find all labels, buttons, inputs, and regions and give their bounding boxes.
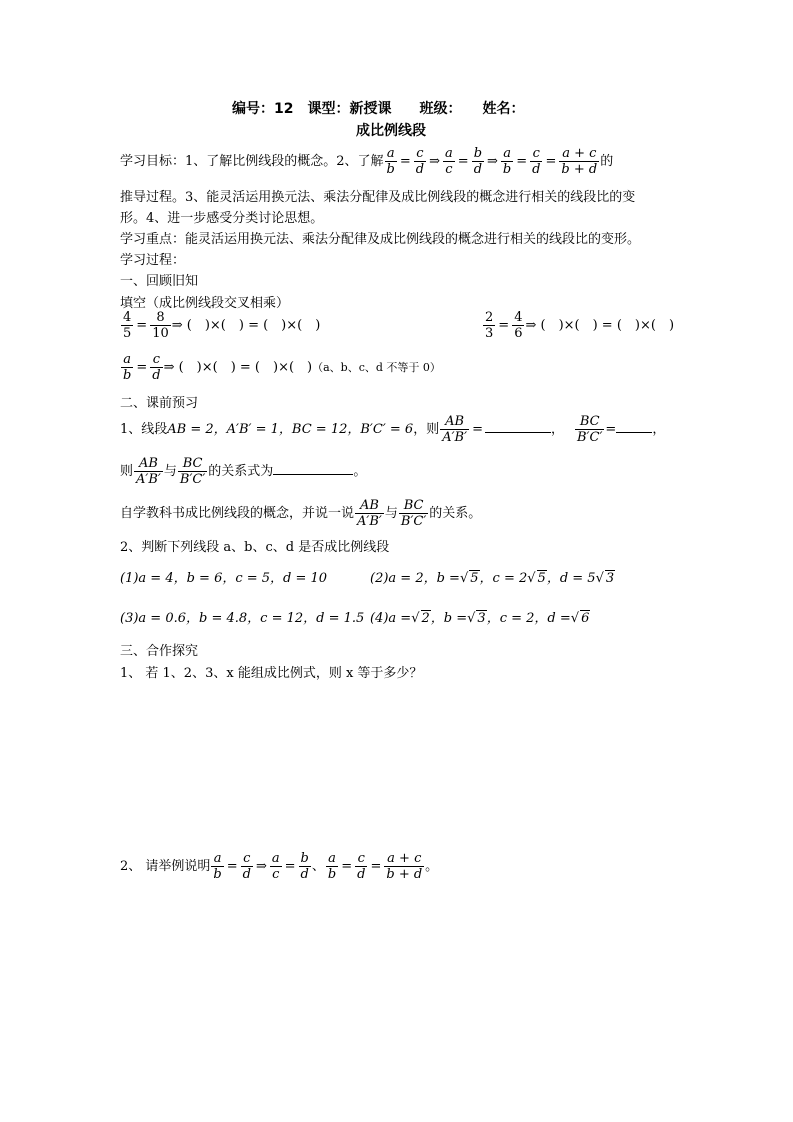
objectives-line-3: 形。4、进一步感受分类讨论思想。: [120, 211, 324, 226]
key-point: 学习重点：能灵活运用换元法、乘法分配律及成比例线段的概念进行相关的线段比的变形。: [120, 232, 641, 247]
answer-blank-2[interactable]: [616, 421, 652, 433]
explore-q1: 1、 若 1、2、3、x 能组成比例式，则 x 等于多少？: [120, 666, 423, 681]
fraction: $\frac{a}{b}$: [386, 146, 395, 177]
answer-blank-1[interactable]: [485, 421, 551, 433]
preview-q1: 1、线段AB = 2，A′B′ = 1，BC = 12，B′C′ = 6，则 $\frac{AB}{A'B'}$ = ， $\frac{BC}{B'C'}$ = ，: [120, 414, 666, 445]
page-title: 成比例线段: [356, 123, 426, 139]
fill-item-1: $\frac{4}{5}$ = $\frac{8}{10}$ ⇒ ( )×( ) = ( )×( ): [123, 310, 321, 341]
objectives-line-2: 推导过程。3、能灵活运用换元法、乘法分配律及成比例线段的概念进行相关的线段比的变: [120, 190, 636, 205]
section3-title: 三、合作探究: [120, 644, 199, 659]
judge-item-2: (2)a = 2，b =√ 5，c = 2√ 5，d = 5√ 3: [370, 571, 615, 586]
section1-title: 一、回顾旧知: [120, 274, 199, 289]
fill-title: 填空（成比例线段交叉相乘）: [120, 296, 290, 311]
self-study: 自学教科书成比例线段的概念，并说一说 $\frac{AB}{A'B'}$ 与 $\frac{BC}{B'C'}$ 的关系。: [120, 498, 482, 529]
preview-relation: 则 $\frac{AB}{A'B'}$ 与 $\frac{BC}{B'C'}$ 的关系式为 。: [120, 456, 367, 487]
explore-q2: 2、 请举例说明 $\frac{a}{b}$ = $\frac{c}{d}$ ⇒ $\frac{a}{c}$ = $\frac{b}{d}$ 、 $\frac{a}{b}$ = $\frac{c}{d}$ = $\frac{a + c}{b + d}$ 。: [120, 851, 439, 882]
process-label: 学习过程：: [120, 253, 186, 268]
preview-q2: 2、判断下列线段 a、b、c、d 是否成比例线段: [120, 540, 390, 555]
judge-item-1: (1)a = 4，b = 6，c = 5，d = 10: [120, 571, 328, 586]
fill-item-3: $\frac{a}{b}$ = $\frac{c}{d}$ ⇒ ( )×( ) = ( )×( )（a、b、c、d 不等于 0）: [123, 352, 441, 383]
judge-item-4: (4)a =√ 2，b =√ 3，c = 2，d =√ 6: [370, 611, 590, 626]
answer-blank-3[interactable]: [273, 463, 353, 475]
section2-title: 二、课前预习: [120, 396, 199, 411]
fill-item-2: $\frac{2}{3}$ = $\frac{4}{6}$ ⇒ ( )×( ) = ( )×( ): [485, 310, 675, 341]
document-header: 编号：12 课型：新授课 班级： 姓名：: [232, 101, 525, 117]
judge-item-3: (3)a = 0.6，b = 4.8，c = 12，d = 1.5: [120, 611, 365, 626]
objectives-line-1: 学习目标：1、了解比例线段的概念。2、了解 $\frac{a}{b}$ = $\frac{c}{d}$ ⇒ $\frac{a}{c}$ = $\frac{b}{d}$ ⇒ $\frac{a}{b}$ = $\frac{c}{d}$ = $\frac{a + c}{b + d}$ 的: [120, 146, 614, 177]
